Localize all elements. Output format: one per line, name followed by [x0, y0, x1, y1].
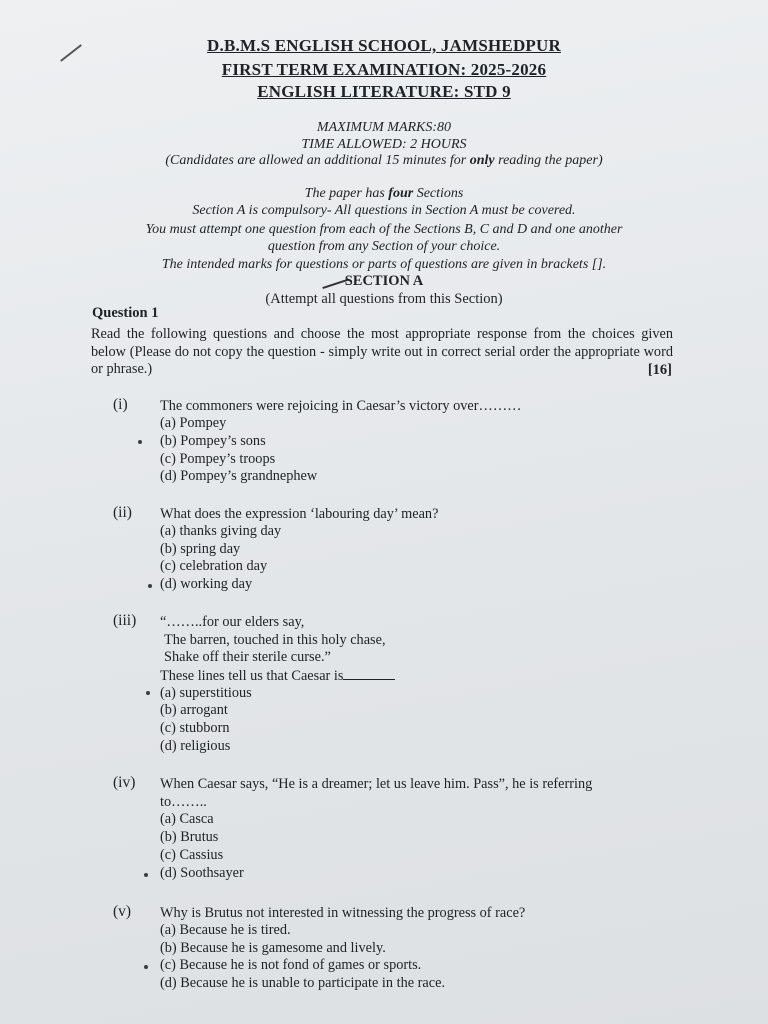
option: (a) Casca	[160, 811, 214, 827]
option: (d) Pompey’s grandnephew	[160, 468, 318, 484]
rules-line-1-pre: The paper has	[304, 186, 389, 201]
option: (a) Because he is tired.	[160, 922, 291, 938]
item-text: When Caesar says, “He is a dreamer; let us leave him. Pass”, he is referring	[160, 776, 593, 792]
rules-line-2: Section A is compulsory- All questions in Section A must be covered.	[192, 203, 576, 218]
section-title: SECTION A	[344, 273, 424, 289]
pencil-tick-mark	[146, 691, 150, 695]
item-text: Why is Brutus not interested in witnessing the progress of race?	[160, 905, 526, 921]
question-instructions: Read the following questions and choose the most appropriate response from the choices given below (Please do not copy the question - simply write out in correct serial order the appropriate word or phrase.)	[91, 326, 673, 377]
option: (b) Pompey’s sons	[160, 433, 266, 449]
item-text: What does the expression ‘labouring day’ mean?	[160, 506, 439, 522]
option: (b) arrogant	[160, 702, 228, 718]
option: (a) superstitious	[160, 685, 252, 701]
pencil-tick-mark	[138, 440, 142, 444]
option: (a) Pompey	[160, 415, 227, 431]
section-note: (Attempt all questions from this Section)	[265, 291, 503, 307]
option: (c) celebration day	[160, 558, 268, 574]
reading-note-post: reading the paper)	[494, 153, 603, 168]
option: (c) Pompey’s troops	[160, 451, 276, 467]
rules-line-3: You must attempt one question from each of the Sections B, C and D and one another	[145, 222, 623, 237]
item-text: to……..	[160, 794, 207, 810]
subject-title: ENGLISH LITERATURE: STD 9	[257, 82, 511, 101]
pencil-tick-mark	[144, 873, 148, 877]
item-text: The barren, touched in this holy chase,	[164, 632, 386, 648]
item-text: These lines tell us that Caesar is	[160, 668, 344, 684]
item-number: (v)	[113, 903, 132, 920]
item-number: (iv)	[113, 774, 136, 791]
rules-line-4: question from any Section of your choice.	[267, 239, 501, 254]
question-label: Question 1	[92, 305, 159, 321]
option: (d) Because he is unable to participate in the race.	[160, 975, 446, 991]
option: (d) working day	[160, 576, 253, 592]
option: (c) Cassius	[160, 847, 224, 863]
school-name: D.B.M.S ENGLISH SCHOOL, JAMSHEDPUR	[207, 36, 561, 55]
rules-line-1-bold: four	[388, 186, 414, 201]
item-number: (iii)	[113, 612, 137, 629]
item-text: “……..for our elders say,	[160, 614, 305, 630]
item-text-with-blank	[160, 667, 395, 685]
max-marks: MAXIMUM MARKS:80	[316, 120, 452, 135]
question-marks: [16]	[647, 362, 672, 378]
rules-line-5: The intended marks for questions or parts of questions are given in brackets [].	[161, 257, 607, 272]
pencil-tick-mark	[144, 965, 148, 969]
exam-name: FIRST TERM EXAMINATION: 2025-2026	[221, 60, 547, 79]
option: (a) thanks giving day	[160, 523, 282, 539]
option: (c) Because he is not fond of games or sports.	[160, 957, 422, 973]
option: (b) spring day	[160, 541, 241, 557]
pencil-tick-mark	[148, 584, 152, 588]
option: (d) religious	[160, 738, 231, 754]
option: (c) stubborn	[160, 720, 230, 736]
option: (b) Brutus	[160, 829, 219, 845]
item-number: (ii)	[113, 504, 132, 521]
reading-note-bold: only	[469, 153, 495, 168]
item-text: Shake off their sterile curse.”	[164, 649, 331, 665]
item-number: (i)	[113, 396, 128, 413]
rules-line-1-post: Sections	[413, 186, 464, 201]
reading-note-pre: (Candidates are allowed an additional 15 minutes for	[165, 153, 470, 168]
item-text: The commoners were rejoicing in Caesar’s victory over………	[160, 398, 522, 414]
time-allowed: TIME ALLOWED: 2 HOURS	[301, 137, 467, 152]
option: (d) Soothsayer	[160, 865, 244, 881]
reading-note	[0, 153, 768, 169]
option: (b) Because he is gamesome and lively.	[160, 940, 386, 956]
rules-line-1	[0, 186, 768, 202]
answer-blank	[343, 667, 395, 680]
